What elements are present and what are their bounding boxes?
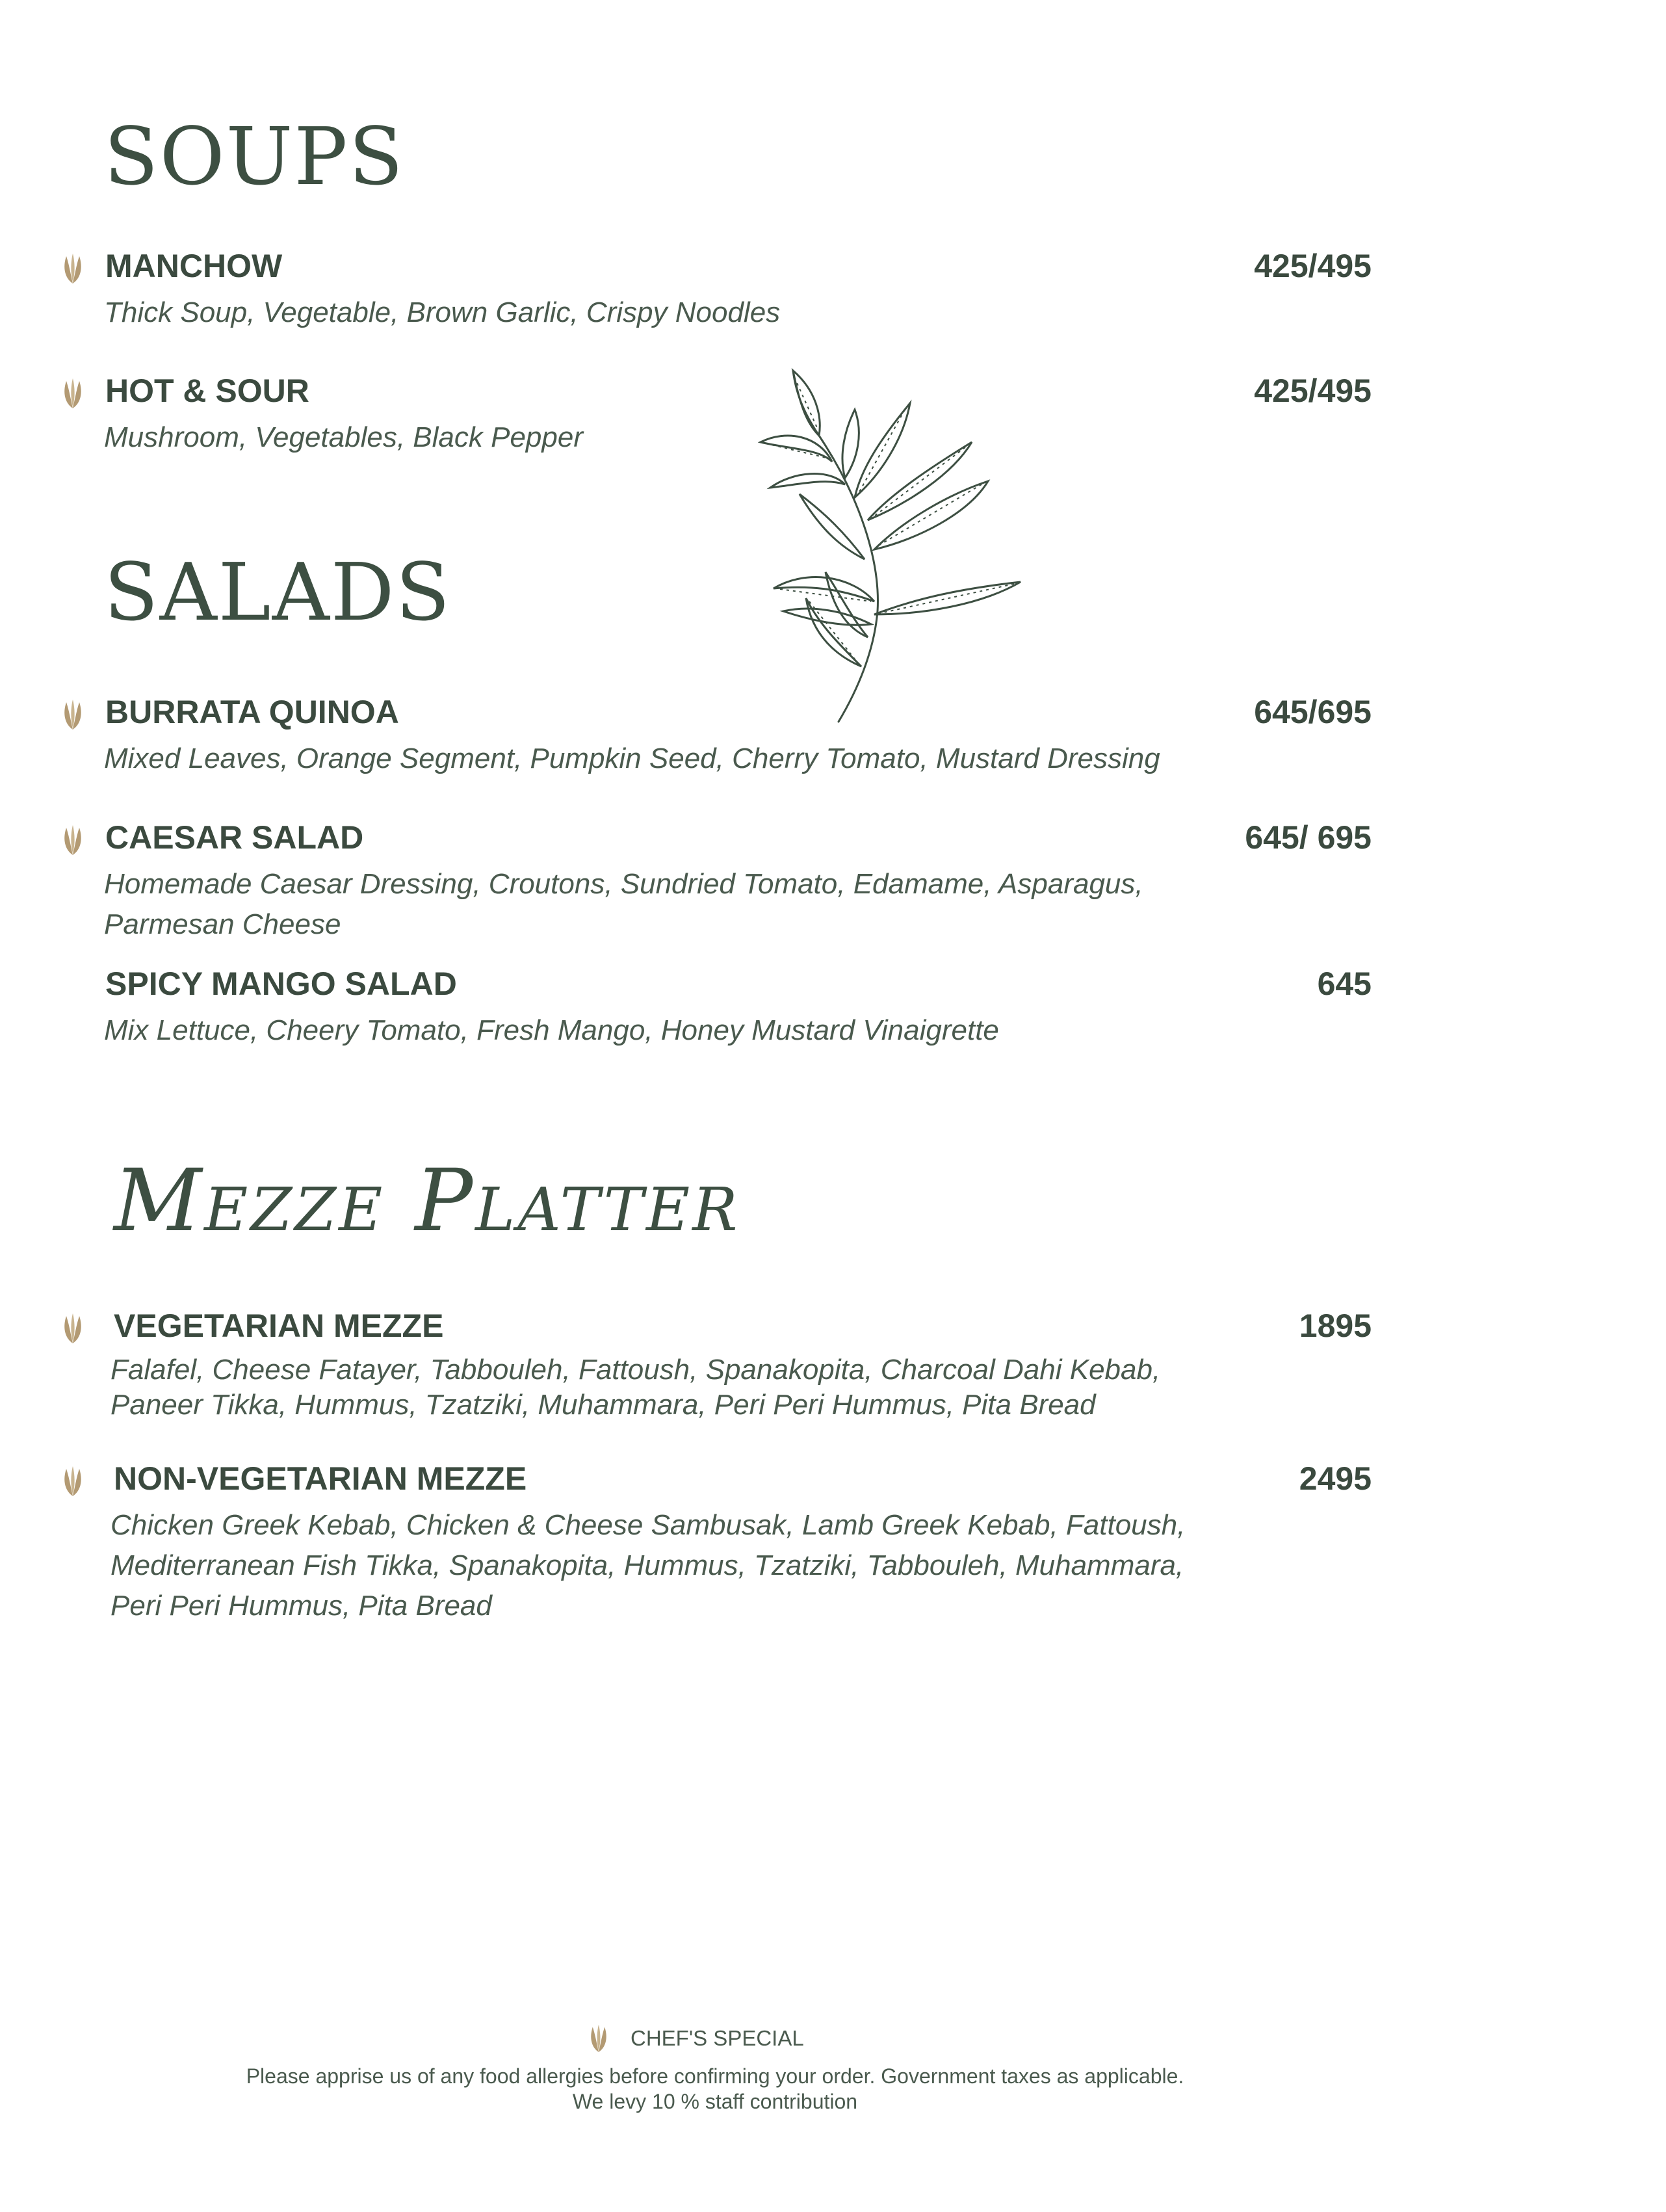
soups-heading: SOUPS bbox=[104, 111, 405, 203]
item-description: Chicken Greek Kebab, Chicken & Cheese Sambusak, Lamb Greek Kebab, Fattoush, Mediterranean Fish Tikka, Spanakopita, Hummus, Tzatziki, Tabbouleh, Muhammara, Peri Peri Hummus, Pita Bread bbox=[111, 1509, 1186, 1622]
item-name: HOT & SOUR bbox=[105, 373, 309, 409]
item-price: 1895 bbox=[1299, 1308, 1372, 1344]
item-price: 425/495 bbox=[1254, 248, 1372, 284]
chef-special-icon bbox=[59, 1465, 87, 1497]
item-description: Thick Soup, Vegetable, Brown Garlic, Crispy Noodles bbox=[104, 296, 781, 328]
chef-special-icon bbox=[59, 252, 87, 285]
chef-special-label: CHEF'S SPECIAL bbox=[631, 2026, 804, 2050]
item-description: Mixed Leaves, Orange Segment, Pumpkin Seed, Cherry Tomato, Mustard Dressing bbox=[104, 743, 1160, 774]
item-price: 425/495 bbox=[1254, 373, 1372, 409]
item-description: Homemade Caesar Dressing, Croutons, Sundried Tomato, Edamame, Asparagus, Parmesan Cheese bbox=[104, 868, 1143, 940]
item-name: SPICY MANGO SALAD bbox=[105, 966, 457, 1002]
salads-heading: SALADS bbox=[104, 546, 452, 639]
item-description: Mix Lettuce, Cheery Tomato, Fresh Mango, Honey Mustard Vinaigrette bbox=[104, 1014, 999, 1046]
item-description: Mushroom, Vegetables, Black Pepper bbox=[104, 421, 583, 453]
chef-special-icon bbox=[59, 1312, 87, 1345]
staff-contribution-note: We levy 10 % staff contribution bbox=[572, 2090, 858, 2113]
chef-special-icon bbox=[59, 698, 87, 731]
leaf-branch-illustration bbox=[748, 364, 1040, 735]
item-name: CAESAR SALAD bbox=[105, 819, 364, 856]
item-name: VEGETARIAN MEZZE bbox=[114, 1308, 444, 1344]
chef-special-icon bbox=[585, 2023, 612, 2053]
item-name: NON-VEGETARIAN MEZZE bbox=[114, 1460, 527, 1497]
item-price: 645/ 695 bbox=[1245, 819, 1372, 856]
allergy-note: Please apprise us of any food allergies before confirming your order. Government taxes as applicable. bbox=[246, 2064, 1184, 2088]
mezze-platter-heading: Mezze Platter bbox=[114, 1151, 740, 1251]
item-name: BURRATA QUINOA bbox=[105, 694, 399, 730]
item-price: 2495 bbox=[1299, 1460, 1372, 1497]
item-description: Falafel, Cheese Fatayer, Tabbouleh, Fattoush, Spanakopita, Charcoal Dahi Kebab, Paneer Tikka, Hummus, Tzatziki, Muhammara, Peri Peri Hummus, Pita Bread bbox=[111, 1354, 1161, 1421]
item-price: 645/695 bbox=[1254, 694, 1372, 730]
item-price: 645 bbox=[1317, 966, 1372, 1002]
chef-special-icon bbox=[59, 824, 87, 856]
item-name: MANCHOW bbox=[105, 248, 283, 284]
chef-special-icon bbox=[59, 377, 87, 410]
